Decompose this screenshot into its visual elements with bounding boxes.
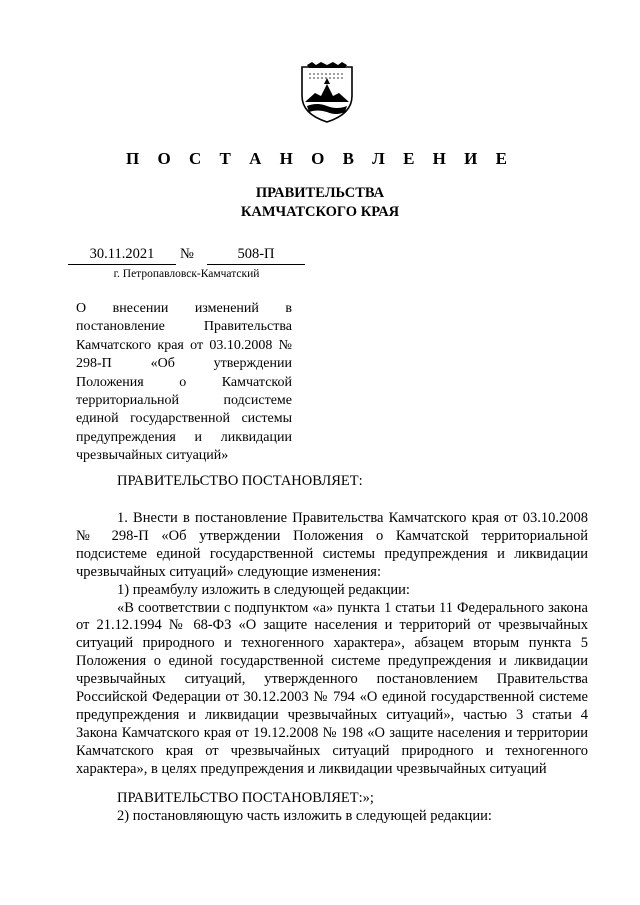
coat-of-arms-icon <box>299 62 355 124</box>
document-subject: О внесении изменений в постановление Правительства Камчатского края от 03.10.2008 № 298-П «Об утверждении Положения о Камчатской территориальной подсистеме единой государственной системы предупреждения и ликвидации чрезвычайных ситуаций» <box>76 301 292 464</box>
document-city: г. Петропавловск-Камчатский <box>113 268 260 280</box>
body-paragraph: «В соответствии с подпунктом «а» пункта 1 статьи 11 Федерального закона от 21.12.1994 № 68-ФЗ «О защите населения и территорий от чрезвычайных ситуаций природного и техногенного характера», абзацем вторым пункта 5 Положения о единой государственной системе предупреждения и ликвидации чрезвычайных ситуаций, утвержденного постановлением Правительства Российской Федерации от 30.12.2003 № 794 «О единой государственной системе предупреждения и ликвидации чрезвычайных ситуаций», частью 3 статьи 4 Закона Камчатского края от 19.12.2008 № 198 «О защите населения и территории Камчатского края от чрезвычайных ситуаций природного и техногенного характера», в целях предупреждения и ликвидации чрезвычайных ситуаций <box>76 599 588 777</box>
number-underline <box>207 264 305 265</box>
body-paragraph: 2) постановляющую часть изложить в следующей редакции: <box>117 808 492 824</box>
issuing-authority <box>0 184 640 222</box>
body-paragraph: 1) преамбулу изложить в следующей редакции: <box>117 581 410 598</box>
authority-line-1: ПРАВИТЕЛЬСТВА <box>255 185 385 201</box>
date-underline <box>68 264 176 265</box>
decree-statement: ПРАВИТЕЛЬСТВО ПОСТАНОВЛЯЕТ: <box>117 473 363 489</box>
number-sign: № <box>180 246 194 262</box>
body-paragraph: 1. Внести в постановление Правительства Камчатского края от 03.10.2008 № 298-П «Об утверждении Положения о Камчатской территориальной подсистеме единой государственной системы предупреждения и ликвидации чрезвычайных ситуаций» следующие изменения: <box>76 510 588 580</box>
document-date: 30.11.2021 <box>89 246 155 262</box>
document-type-heading: П О С Т А Н О В Л Е Н И Е <box>126 149 514 168</box>
document-body <box>76 510 588 779</box>
decree-statement-quoted: ПРАВИТЕЛЬСТВО ПОСТАНОВЛЯЕТ:»; <box>117 790 374 806</box>
document-number: 508-П <box>237 246 275 262</box>
authority-line-2: КАМЧАТСКОГО КРАЯ <box>240 204 400 220</box>
